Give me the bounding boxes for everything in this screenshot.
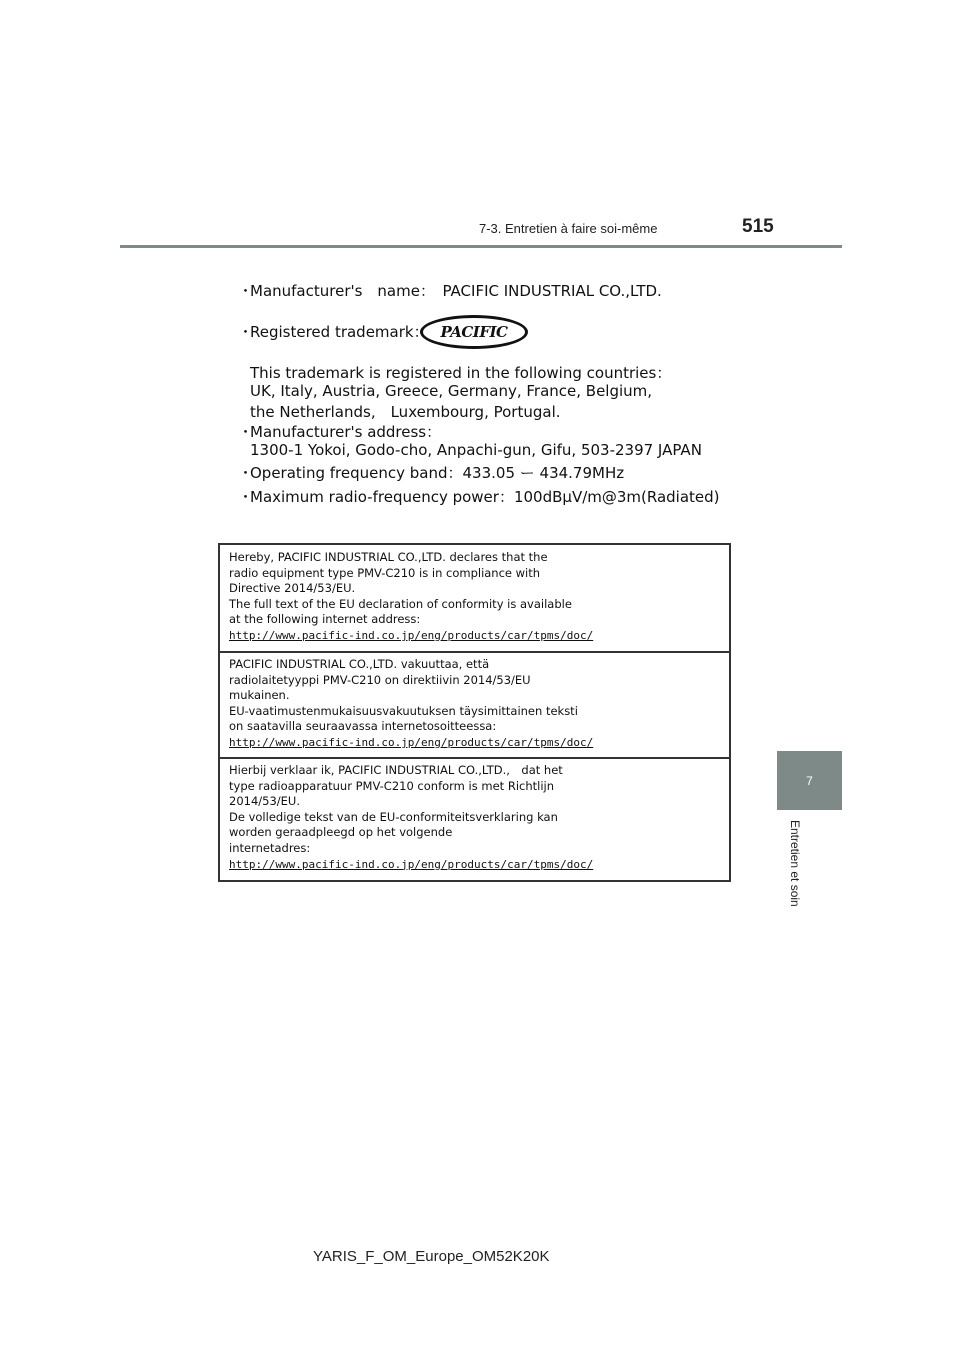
trademark-logo-text: PACIFIC — [440, 323, 508, 341]
bullet: ・ — [238, 323, 254, 341]
section-divider — [220, 651, 729, 653]
declaration-line: The full text of the EU declaration of conformity is available — [229, 596, 572, 611]
section-divider — [220, 757, 729, 759]
declaration-line: 2014/53/EU. — [229, 794, 300, 809]
document-id: YARIS_F_OM_Europe_OM52K20K — [313, 1248, 550, 1265]
declaration-line: internetadres: — [229, 840, 311, 855]
trademark-note-line-3: the Netherlands, Luxembourg, Portugal. — [250, 403, 561, 421]
declaration-line: at the following internet address: — [229, 612, 421, 627]
declaration-line: De volledige tekst van de EU-conformiteitsverklaring kan — [229, 809, 558, 824]
manufacturer-name: Manufacturer's name： PACIFIC INDUSTRIAL CO.,LTD. — [250, 282, 662, 300]
declaration-line: type radioapparatuur PMV-C210 conform is met Richtlijn — [229, 778, 555, 793]
chapter-label: Entretien et soin — [788, 820, 802, 907]
declaration-finnish — [220, 657, 729, 751]
pacific-trademark-logo — [420, 315, 528, 349]
chapter-tab — [777, 751, 842, 810]
declaration-line: mukainen. — [229, 688, 290, 703]
bullet: ・ — [238, 464, 254, 482]
declaration-link[interactable]: http://www.pacific-ind.co.jp/eng/products/car/tpms/doc/ — [229, 857, 594, 871]
manufacturer-address-label: Manufacturer's address： — [250, 423, 442, 441]
manufacturer-address-label-line — [238, 421, 441, 442]
declaration-line: Hierbij verklaar ik, PACIFIC INDUSTRIAL CO.,LTD., dat het — [229, 763, 563, 777]
page-number: 515 — [742, 216, 774, 237]
declaration-line: radiolaitetyyppi PMV-C210 on direktiivin 2014/53/EU — [229, 672, 531, 687]
frequency-band-line — [238, 462, 624, 483]
declaration-line: PACIFIC INDUSTRIAL CO.,LTD. vakuuttaa, että — [229, 657, 490, 671]
declaration-line: Directive 2014/53/EU. — [229, 581, 356, 596]
declaration-line: on saatavilla seuraavassa internetosoitteessa: — [229, 719, 497, 734]
bullet: ・ — [238, 423, 254, 441]
declaration-line: EU-vaatimustenmukaisuusvakuutuksen täysimittainen teksti — [229, 703, 578, 718]
registered-trademark-line — [238, 321, 429, 342]
max-power: Maximum radio-frequency power：100dBμV/m@3m(Radiated) — [250, 488, 720, 506]
bullet: ・ — [238, 282, 254, 300]
declaration-dutch — [220, 763, 729, 873]
trademark-note-line-2: UK, Italy, Austria, Greece, Germany, France, Belgium, — [250, 382, 653, 400]
max-power-line — [238, 486, 720, 507]
declaration-english — [220, 550, 729, 644]
declaration-box — [218, 543, 731, 882]
declaration-line: worden geraadpleegd op het volgende — [229, 825, 453, 840]
declaration-line: radio equipment type PMV-C210 is in compliance with — [229, 565, 541, 580]
declaration-link[interactable]: http://www.pacific-ind.co.jp/eng/products/car/tpms/doc/ — [229, 628, 594, 642]
frequency-band: Operating frequency band：433.05 ー 434.79MHz — [250, 464, 625, 482]
trademark-note-line-1: This trademark is registered in the following countries： — [250, 364, 672, 382]
manufacturer-address: 1300-1 Yokoi, Godo-cho, Anpachi-gun, Gifu, 503-2397 JAPAN — [250, 441, 702, 459]
header-divider — [120, 245, 842, 248]
section-title: 7-3. Entretien à faire soi-même — [479, 221, 658, 236]
bullet: ・ — [238, 488, 254, 506]
declaration-link[interactable]: http://www.pacific-ind.co.jp/eng/products/car/tpms/doc/ — [229, 735, 594, 749]
chapter-number: 7 — [806, 773, 813, 788]
manufacturer-name-line — [238, 280, 662, 301]
registered-trademark-label: Registered trademark： — [250, 323, 429, 341]
declaration-line: Hereby, PACIFIC INDUSTRIAL CO.,LTD. declares that the — [229, 550, 548, 564]
